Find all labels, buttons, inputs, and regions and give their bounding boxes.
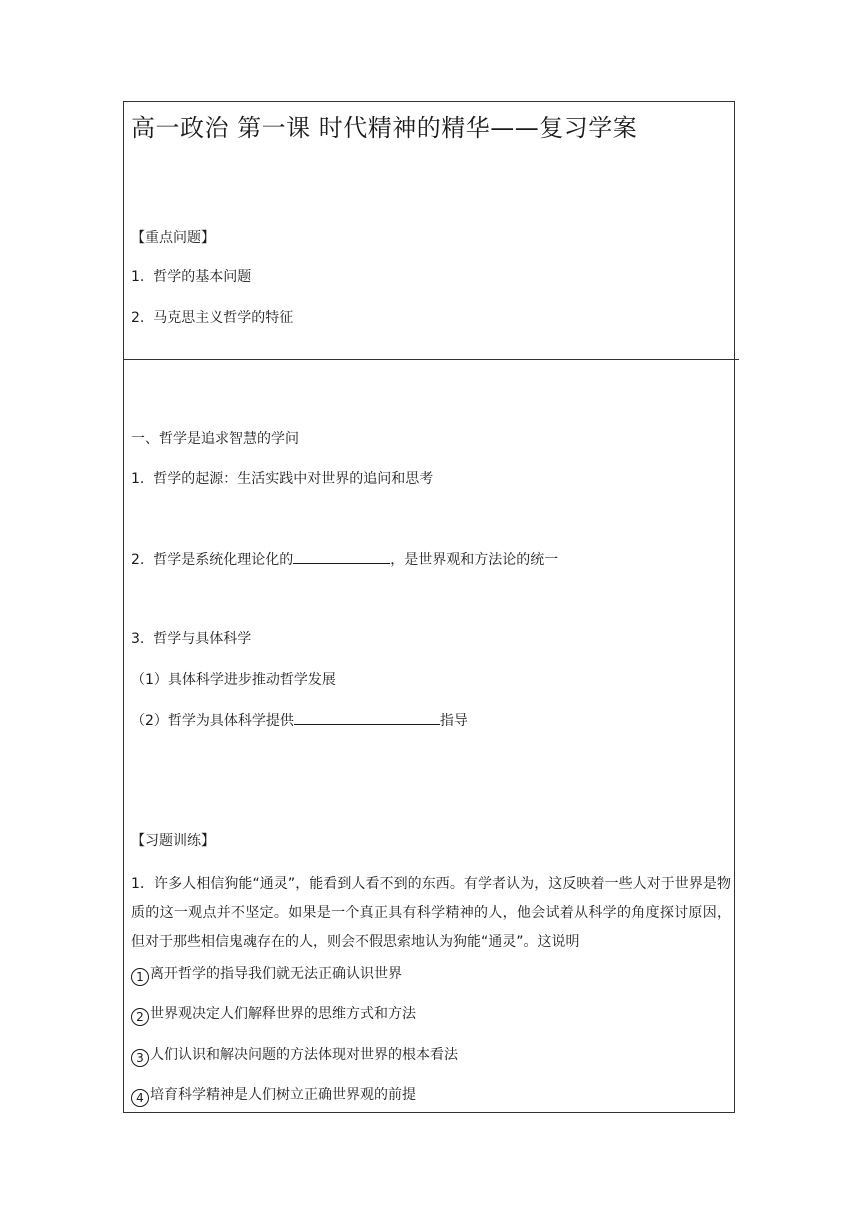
fill-blank[interactable] bbox=[293, 549, 390, 564]
option-number-circle: 3 bbox=[131, 1049, 149, 1067]
section-item-3 bbox=[131, 629, 251, 649]
fill-blank[interactable] bbox=[294, 710, 440, 725]
subitem-label: （1） bbox=[131, 672, 168, 688]
option-number-circle: 1 bbox=[131, 968, 149, 986]
subitem-text-before: 哲学为具体科学提供 bbox=[167, 713, 294, 729]
subitem-text: 具体科学进步推动哲学发展 bbox=[167, 672, 336, 688]
section-subitem-1 bbox=[131, 670, 336, 690]
item-text: 哲学与具体科学 bbox=[153, 631, 252, 647]
item-number: 1. bbox=[131, 471, 145, 487]
exercise-heading: 【习题训练】 bbox=[131, 833, 215, 849]
exercise-option-2 bbox=[131, 1004, 416, 1026]
exercise-option-3 bbox=[131, 1045, 458, 1067]
item-number: 2. bbox=[131, 310, 145, 326]
section-item-2 bbox=[131, 549, 558, 570]
option-text: 人们认识和解决问题的方法体现对世界的根本看法 bbox=[150, 1047, 458, 1063]
page-title: 高一政治 第一课 时代精神的精华——复习学案 bbox=[131, 114, 638, 142]
option-number-circle: 4 bbox=[131, 1089, 149, 1107]
item-number: 3. bbox=[131, 631, 145, 647]
exercise-question: 1．许多人相信狗能“通灵”，能看到人看不到的东西。有学者认为，这反映着一些人对于世界是物质的这一观点并不坚定。如果是一个真正具有科学精神的人，他会试着从科学的角度探讨原因，但对于那些相信鬼魂存在的人，则会不假思索地认为狗能“通灵”。这说明 bbox=[131, 876, 731, 950]
item-text-after: ，是世界观和方法论的统一 bbox=[390, 552, 559, 568]
key-issues-heading: 【重点问题】 bbox=[131, 230, 215, 246]
table-row-divider bbox=[123, 359, 739, 360]
item-number: 1. bbox=[131, 269, 145, 285]
key-issue-item-1 bbox=[131, 267, 251, 287]
option-number-circle: 2 bbox=[131, 1008, 149, 1026]
item-number: 2. bbox=[131, 552, 145, 568]
item-text-before: 哲学是系统化理论化的 bbox=[153, 552, 294, 568]
option-text: 离开哲学的指导我们就无法正确认识世界 bbox=[150, 966, 402, 982]
section-heading: 一、哲学是追求智慧的学问 bbox=[131, 431, 299, 447]
item-text: 哲学的基本问题 bbox=[153, 269, 252, 285]
key-issue-item-2 bbox=[131, 308, 293, 328]
subitem-label: （2） bbox=[131, 713, 168, 729]
item-text: 哲学的起源：生活实践中对世界的追问和思考 bbox=[153, 471, 434, 487]
section-subitem-2 bbox=[131, 710, 468, 731]
option-text: 世界观决定人们解释世界的思维方式和方法 bbox=[150, 1006, 416, 1022]
section-item-1 bbox=[131, 469, 433, 489]
exercise-option-1 bbox=[131, 964, 402, 986]
option-text: 培育科学精神是人们树立正确世界观的前提 bbox=[150, 1087, 416, 1103]
subitem-text-after: 指导 bbox=[439, 713, 468, 729]
worksheet-table bbox=[123, 101, 735, 1113]
item-text: 马克思主义哲学的特征 bbox=[153, 310, 294, 326]
exercise-option-4 bbox=[131, 1085, 416, 1107]
